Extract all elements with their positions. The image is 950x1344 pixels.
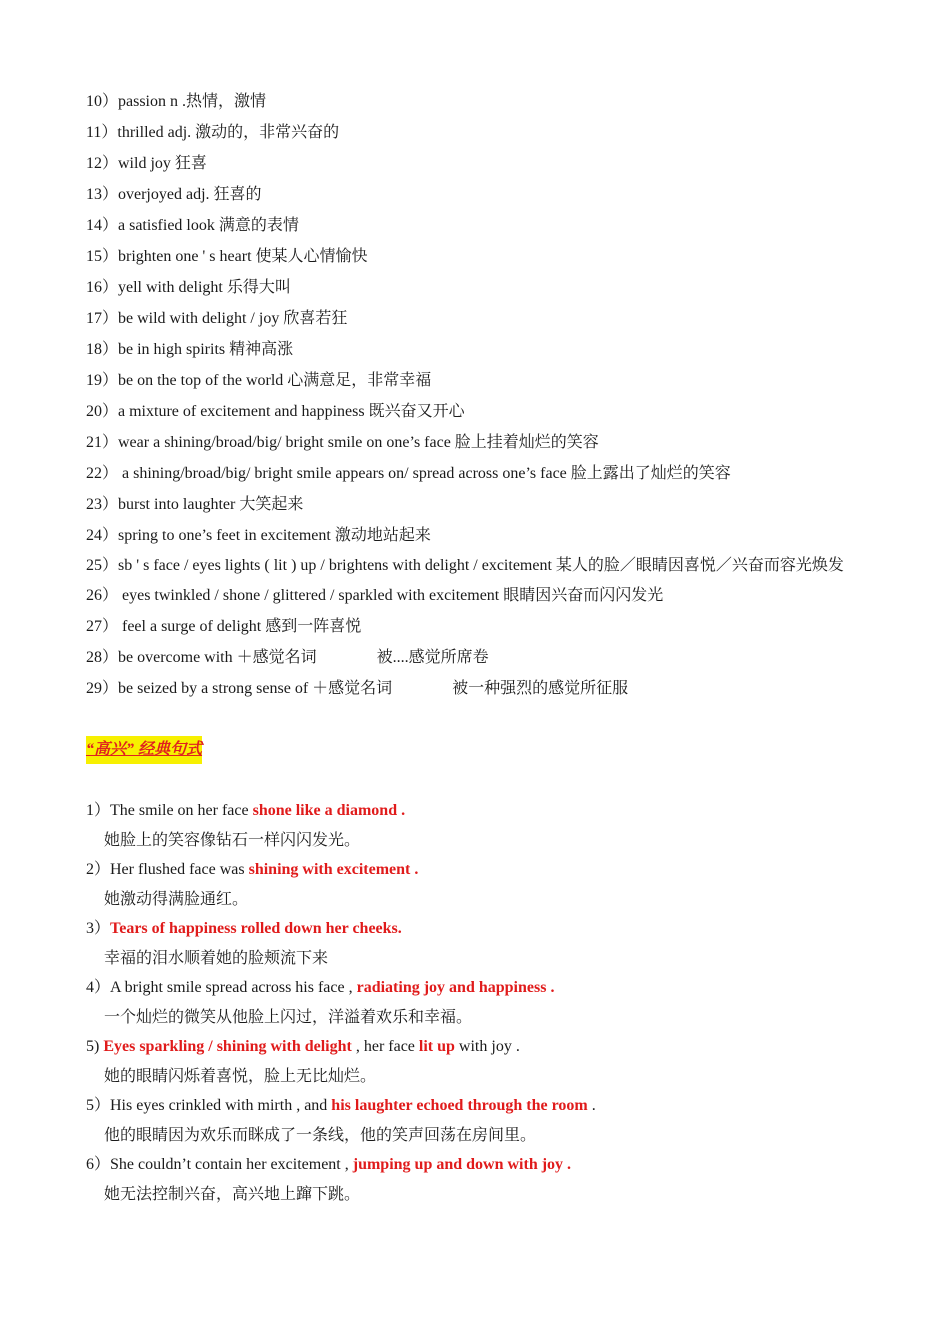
- vocab-item: 26） eyes twinkled / shone / glittered / sparkled with excitement 眼睛因兴奋而闪闪发光: [86, 587, 664, 604]
- sentence-zh: 她的眼睛闪烁着喜悦，脸上无比灿烂。: [104, 1067, 377, 1085]
- highlight: shone like a diamond .: [252, 802, 406, 819]
- vocab-item: 20）a mixture of excitement and happiness 既兴奋又开心: [86, 403, 465, 420]
- vocab-item: 25）sb ' s face / eyes lights ( lit ) up / brightens with delight / excitement 某人的脸／眼睛因喜悦／兴奋而容光焕发: [86, 557, 844, 574]
- sentence-zh: 他的眼睛因为欢乐而眯成了一条线，他的笑声回荡在房间里。: [104, 1126, 537, 1144]
- vocab-item: 12）wild joy 狂喜: [86, 155, 207, 172]
- sentence-zh: 幸福的泪水顺着她的脸颊流下来: [104, 949, 329, 967]
- vocab-item: 24）spring to one’s feet in excitement 激动地站起来: [86, 527, 431, 544]
- vocab-item: 15）brighten one ' s heart 使某人心情愉快: [86, 248, 368, 265]
- vocab-item: 23）burst into laughter 大笑起来: [86, 496, 304, 513]
- sentence-en: 3）Tears of happiness rolled down her cheeks.: [86, 920, 402, 937]
- vocab-item: 13）overjoyed adj. 狂喜的: [86, 186, 262, 203]
- sentence-en: 4）A bright smile spread across his face , radiating joy and happiness .: [86, 979, 555, 996]
- highlight: Tears of happiness rolled down her cheeks.: [110, 920, 402, 937]
- vocab-item: 14）a satisfied look 满意的表情: [86, 217, 299, 234]
- vocab-item: 17）be wild with delight / joy 欣喜若狂: [86, 310, 348, 327]
- vocab-item: [86, 673, 876, 704]
- sentence-zh: 她脸上的笑容像钻石一样闪闪发光。: [104, 831, 361, 849]
- section-title: “高兴” 经典句式: [86, 736, 202, 764]
- vocab-item: 16）yell with delight 乐得大叫: [86, 279, 291, 296]
- document-page: [86, 86, 876, 1209]
- vocab-item: 19）be on the top of the world 心满意足，非常幸福: [86, 372, 432, 389]
- highlight: Eyes sparkling / shining with delight: [103, 1038, 352, 1055]
- sentence-list: [86, 796, 876, 1209]
- vocab-zh: 被一种强烈的感觉所征服: [452, 680, 629, 697]
- sentence-en: 6）She couldn’t contain her excitement , jumping up and down with joy .: [86, 1156, 572, 1173]
- sentence-en: 5）His eyes crinkled with mirth , and his laughter echoed through the room .: [86, 1097, 596, 1114]
- vocab-en: 29）be seized by a strong sense of ＋感觉名词: [86, 680, 393, 697]
- sentence-zh: 她激动得满脸通红。: [104, 890, 249, 908]
- vocab-item: 18）be in high spirits 精神高涨: [86, 341, 294, 358]
- highlight: lit up: [418, 1038, 455, 1055]
- sentence-zh: 她无法控制兴奋，高兴地上蹿下跳。: [104, 1185, 361, 1203]
- vocab-en: 28）be overcome with ＋感觉名词: [86, 649, 317, 666]
- vocab-item: 10）passion n .热情，激情: [86, 93, 267, 110]
- sentence-zh: 一个灿烂的微笑从他脸上闪过，洋溢着欢乐和幸福。: [104, 1008, 473, 1026]
- vocab-item: 11）thrilled adj. 激动的，非常兴奋的: [86, 124, 340, 141]
- highlight: his laughter echoed through the room: [331, 1097, 588, 1114]
- sentence-en: 5) Eyes sparkling / shining with delight , her face lit up with joy .: [86, 1038, 520, 1055]
- vocab-item: 21）wear a shining/broad/big/ bright smile on one’s face 脸上挂着灿烂的笑容: [86, 434, 599, 451]
- highlight: radiating joy and happiness .: [356, 979, 555, 996]
- highlight: shining with excitement .: [248, 861, 419, 878]
- vocab-item: [86, 642, 876, 673]
- vocab-zh: 被....感觉所席卷: [376, 649, 489, 666]
- vocab-item: 22） a shining/broad/big/ bright smile appears on/ spread across one’s face 脸上露出了灿烂的笑容: [86, 465, 731, 482]
- vocab-item: 27） feel a surge of delight 感到一阵喜悦: [86, 618, 362, 635]
- sentence-en: 2）Her flushed face was shining with excitement .: [86, 861, 419, 878]
- sentence-en: 1）The smile on her face shone like a diamond .: [86, 802, 406, 819]
- vocab-list: [86, 86, 876, 704]
- highlight: jumping up and down with joy .: [352, 1156, 572, 1173]
